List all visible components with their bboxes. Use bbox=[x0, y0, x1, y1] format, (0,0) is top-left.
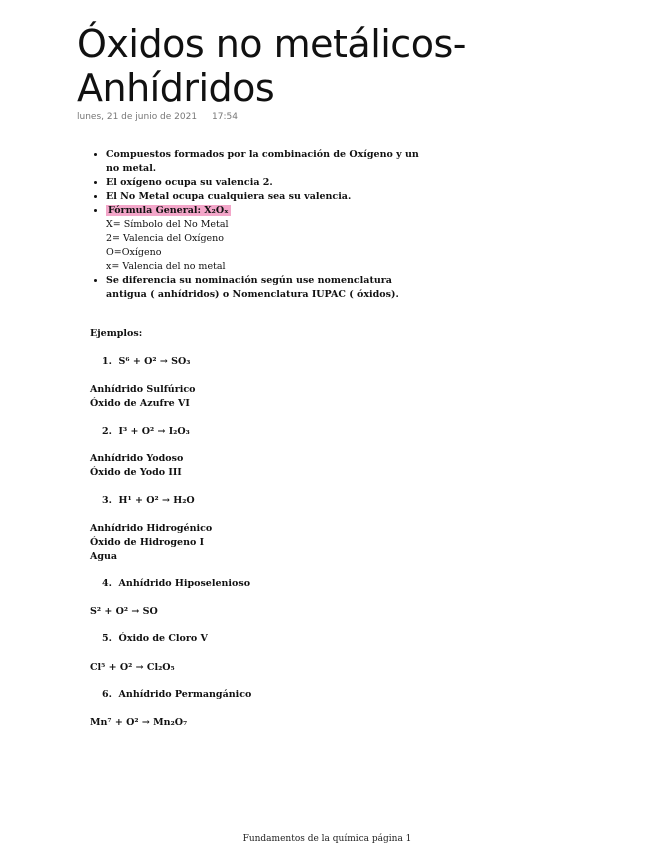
example-formula: S² + O² → SO bbox=[90, 606, 158, 617]
highlighted-formula: Fórmula General: X₂Oₓ bbox=[108, 205, 229, 216]
title-line-2: Anhídridos bbox=[77, 66, 275, 110]
formula-line: 2= Valencia del Oxígeno bbox=[106, 233, 224, 244]
example-equation-1: 1. S⁶ + O² → SO₃ bbox=[102, 356, 191, 367]
list-item: • El oxígeno ocupa su valencia 2. bbox=[106, 176, 430, 190]
example-name: Anhídrido Yodoso bbox=[90, 453, 184, 464]
title-line-1: Óxidos no metálicos- bbox=[77, 22, 466, 66]
bullet-list bbox=[90, 148, 430, 302]
date-label: lunes, 21 de junio de 2021 bbox=[77, 112, 198, 122]
list-item: • El No Metal ocupa cualquiera sea su valencia. bbox=[106, 190, 430, 204]
example-name: Anhídrido Hidrogénico bbox=[90, 523, 213, 534]
page-footer: Fundamentos de la química página 1 bbox=[242, 834, 412, 844]
example-name: Anhídrido Sulfúrico bbox=[90, 384, 196, 395]
example-name: Agua bbox=[90, 551, 118, 562]
formula-line: O=Oxígeno bbox=[106, 247, 162, 258]
example-equation-5: 5. Óxido de Cloro V bbox=[102, 633, 208, 644]
example-name: Óxido de Hidrogeno I bbox=[90, 537, 205, 548]
example-name: Óxido de Yodo III bbox=[90, 467, 182, 478]
list-item: • Compuestos formados por la combinación de Oxígeno y un no metal. bbox=[106, 148, 430, 176]
page-title bbox=[77, 22, 597, 110]
list-item bbox=[106, 204, 430, 274]
example-equation-6: 6. Anhídrido Permangánico bbox=[102, 689, 252, 700]
example-formula: Mn⁷ + O² → Mn₂O₇ bbox=[90, 717, 188, 728]
example-name: Óxido de Azufre VI bbox=[90, 398, 190, 409]
bullet-section bbox=[90, 148, 430, 302]
example-equation-2: 2. I³ + O² → I₂O₃ bbox=[102, 426, 190, 437]
example-equation-3: 3. H¹ + O² → H₂O bbox=[102, 495, 195, 506]
list-item: • Se diferencia su nominación según use nomenclatura antigua ( anhídridos) o Nomenclatura IUPAC ( óxidos). bbox=[106, 274, 430, 302]
example-equation-4: 4. Anhídrido Hiposelenioso bbox=[102, 578, 251, 589]
formula-line: x= Valencia del no metal bbox=[106, 261, 226, 272]
formula-line: X= Símbolo del No Metal bbox=[106, 219, 229, 230]
examples-heading: Ejemplos: bbox=[90, 328, 143, 339]
time-label: 17:54 bbox=[212, 112, 238, 122]
example-formula: Cl⁵ + O² → Cl₂O₅ bbox=[90, 662, 175, 673]
